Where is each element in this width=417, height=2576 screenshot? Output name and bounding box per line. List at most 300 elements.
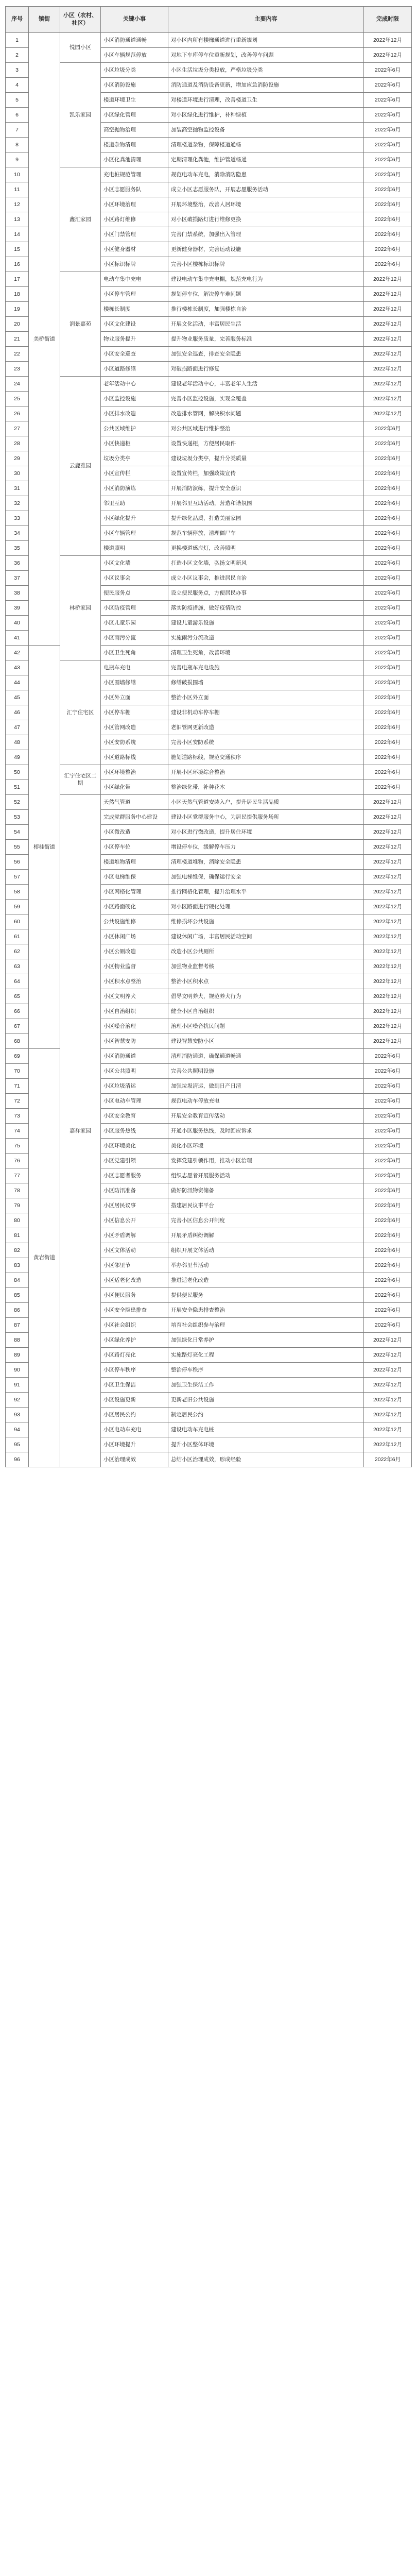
row-number: 32 [6,496,29,511]
row-number: 28 [6,436,29,451]
key-item-cell: 小区卫生死角 [101,645,168,660]
deadline-cell: 2022年6月 [364,750,412,765]
key-item-cell: 充电桩规范管理 [101,167,168,182]
community-cell: 润景嘉苑 [60,272,101,376]
content-cell: 开展邻里互助活动，营造和谐氛围 [168,496,364,511]
street-cell: 美桥街道 [29,32,60,645]
row-number: 36 [6,555,29,570]
content-cell: 开展小区环境综合整治 [168,765,364,779]
deadline-cell: 2022年12月 [364,1437,412,1452]
deadline-cell: 2022年12月 [364,376,412,391]
key-item-cell: 小区消防通道 [101,1048,168,1063]
deadline-cell: 2022年12月 [364,794,412,809]
deadline-cell: 2022年6月 [364,466,412,481]
deadline-cell: 2022年6月 [364,182,412,197]
content-cell: 规范电动车停放充电 [168,1093,364,1108]
key-item-cell: 小区道路修缮 [101,361,168,376]
key-item-cell: 小区党建引领 [101,1153,168,1168]
deadline-cell: 2022年12月 [364,391,412,406]
key-item-cell: 小区围墙修缮 [101,675,168,690]
content-cell: 开展文化活动，丰富居民生活 [168,316,364,331]
content-cell: 加强卫生保洁工作 [168,1377,364,1392]
row-number: 3 [6,62,29,77]
key-item-cell: 小区矛盾调解 [101,1228,168,1243]
key-item-cell: 楼栋长制度 [101,301,168,316]
row-number: 57 [6,869,29,884]
key-item-cell: 小区文化墙 [101,555,168,570]
deadline-cell: 2022年12月 [364,1392,412,1407]
deadline-cell: 2022年6月 [364,1213,412,1228]
table-header-row [6,7,412,33]
deadline-cell: 2022年12月 [364,869,412,884]
content-cell: 建设电动车集中充电棚，规范充电行为 [168,272,364,286]
row-number: 74 [6,1123,29,1138]
deadline-cell: 2022年6月 [364,92,412,107]
deadline-cell: 2022年6月 [364,765,412,779]
key-item-cell: 小区微改造 [101,824,168,839]
row-number: 17 [6,272,29,286]
content-cell: 规范电动车充电，消除消防隐患 [168,167,364,182]
row-number: 7 [6,122,29,137]
key-item-cell: 小区社会组织 [101,1317,168,1332]
key-item-cell: 小区议事会 [101,570,168,585]
row-number: 73 [6,1108,29,1123]
deadline-cell: 2022年6月 [364,436,412,451]
key-item-cell: 小区防汛准备 [101,1183,168,1198]
row-number: 75 [6,1138,29,1153]
key-item-cell: 小区路灯亮化 [101,1347,168,1362]
row-number: 59 [6,899,29,914]
row-number: 46 [6,705,29,720]
key-item-cell: 小区停车棚 [101,705,168,720]
content-cell: 完善小区安防系统 [168,735,364,750]
content-cell: 推行网格化管理，提升治理水平 [168,884,364,899]
content-cell: 增设停车位，缓解停车压力 [168,839,364,854]
row-number: 61 [6,929,29,944]
row-number: 11 [6,182,29,197]
deadline-cell: 2022年6月 [364,645,412,660]
community-cell: 凯乐家园 [60,62,101,167]
deadline-cell: 2022年6月 [364,720,412,735]
row-number: 65 [6,989,29,1004]
key-item-cell: 电瓶车充电 [101,660,168,675]
deadline-cell: 2022年6月 [364,107,412,122]
deadline-cell: 2022年6月 [364,1078,412,1093]
deadline-cell: 2022年6月 [364,481,412,496]
content-cell: 整治小区外立面 [168,690,364,705]
deadline-cell: 2022年6月 [364,257,412,272]
deadline-cell: 2022年12月 [364,1407,412,1422]
content-cell: 对楼道环境进行清理，改善楼道卫生 [168,92,364,107]
row-number: 68 [6,1033,29,1048]
content-cell: 建设垃圾分类亭，提升分类质量 [168,451,364,466]
content-cell: 建设小区党群服务中心，为居民提供服务场所 [168,809,364,824]
row-number: 25 [6,391,29,406]
key-item-cell: 小区电梯维保 [101,869,168,884]
row-number: 24 [6,376,29,391]
key-item-cell: 物业服务提升 [101,331,168,346]
row-number: 41 [6,630,29,645]
community-cell: 林桥家园 [60,555,101,660]
deadline-cell: 2022年12月 [364,1362,412,1377]
row-number: 18 [6,286,29,301]
key-item-cell: 小区道路标线 [101,750,168,765]
deadline-cell: 2022年6月 [364,570,412,585]
row-number: 76 [6,1153,29,1168]
deadline-cell: 2022年6月 [364,227,412,242]
content-cell: 完善电瓶车充电设施 [168,660,364,675]
key-item-cell: 小区消防设施 [101,77,168,92]
row-number: 77 [6,1168,29,1183]
key-item-cell: 电动车集中充电 [101,272,168,286]
row-number: 53 [6,809,29,824]
row-number: 9 [6,152,29,167]
key-item-cell: 小区服务热线 [101,1123,168,1138]
key-item-cell: 小区化粪池清理 [101,152,168,167]
row-number: 48 [6,735,29,750]
content-cell: 做好防汛物资储备 [168,1183,364,1198]
content-cell: 建设电动车充电桩 [168,1422,364,1437]
content-cell: 组织志愿者开展服务活动 [168,1168,364,1183]
row-number: 35 [6,540,29,555]
row-number: 92 [6,1392,29,1407]
deadline-cell: 2022年6月 [364,1153,412,1168]
key-item-cell: 小区休闲广场 [101,929,168,944]
deadline-cell: 2022年6月 [364,152,412,167]
content-cell: 美化小区环境 [168,1138,364,1153]
key-item-cell: 楼道照明 [101,540,168,555]
content-cell: 加强绿化日常养护 [168,1332,364,1347]
row-number: 56 [6,854,29,869]
deadline-cell: 2022年6月 [364,630,412,645]
row-number: 63 [6,959,29,974]
deadline-cell: 2022年6月 [364,197,412,212]
deadline-cell: 2022年6月 [364,779,412,794]
deadline-cell: 2022年12月 [364,1422,412,1437]
deadline-cell: 2022年6月 [364,1228,412,1243]
row-number: 70 [6,1063,29,1078]
row-number: 84 [6,1273,29,1287]
deadline-cell: 2022年6月 [364,1183,412,1198]
key-item-cell: 小区消防演练 [101,481,168,496]
row-number: 66 [6,1004,29,1019]
row-number: 71 [6,1078,29,1093]
content-cell: 对小区破损路灯进行维修更换 [168,212,364,227]
header-community: 小区（农村、社区） [60,7,101,33]
key-item-cell: 小区志愿者服务 [101,1168,168,1183]
key-item-cell: 小区路灯维修 [101,212,168,227]
key-item-cell: 小区垃圾分类 [101,62,168,77]
key-item-cell: 小区消防通道通畅 [101,32,168,47]
row-number: 42 [6,645,29,660]
deadline-cell: 2022年12月 [364,47,412,62]
deadline-cell: 2022年6月 [364,77,412,92]
street-cell: 榕桂街道 [29,645,60,1048]
row-number: 90 [6,1362,29,1377]
deadline-cell: 2022年6月 [364,600,412,615]
content-cell: 完善门禁系统，加强出入管理 [168,227,364,242]
content-cell: 推进适老化改造 [168,1273,364,1287]
content-cell: 修缮破损围墙 [168,675,364,690]
deadline-cell: 2022年6月 [364,526,412,540]
deadline-cell: 2022年12月 [364,1377,412,1392]
content-cell: 消防通道及消防设备更新，增加应急消防设施 [168,77,364,92]
deadline-cell: 2022年6月 [364,690,412,705]
deadline-cell: 2022年6月 [364,1123,412,1138]
header-content: 主要内容 [168,7,364,33]
street-cell: 黄岩街道 [29,1048,60,1467]
row-number: 50 [6,765,29,779]
deadline-cell: 2022年12月 [364,32,412,47]
key-item-cell: 小区设施更新 [101,1392,168,1407]
row-number: 12 [6,197,29,212]
row-number: 27 [6,421,29,436]
key-item-cell: 小区宣传栏 [101,466,168,481]
deadline-cell: 2022年12月 [364,1004,412,1019]
content-cell: 建设儿童游乐设施 [168,615,364,630]
project-table [5,6,412,1467]
deadline-cell: 2022年6月 [364,1302,412,1317]
row-number: 10 [6,167,29,182]
deadline-cell: 2022年6月 [364,735,412,750]
key-item-cell: 小区居民议事 [101,1198,168,1213]
content-cell: 完善小区楼栋标识标牌 [168,257,364,272]
content-cell: 加强安全巡查，排查安全隐患 [168,346,364,361]
row-number: 16 [6,257,29,272]
key-item-cell: 小区物业监督 [101,959,168,974]
key-item-cell: 小区志愿服务队 [101,182,168,197]
content-cell: 加强电梯维保，确保运行安全 [168,869,364,884]
content-cell: 倡导文明养犬，规范养犬行为 [168,989,364,1004]
deadline-cell: 2022年6月 [364,1287,412,1302]
row-number: 52 [6,794,29,809]
row-number: 13 [6,212,29,227]
community-cell: 汇宁住宅区二期 [60,765,101,794]
key-item-cell: 小区垃圾清运 [101,1078,168,1093]
key-item-cell: 小区儿童乐园 [101,615,168,630]
content-cell: 改造排水管网，解决积水问题 [168,406,364,421]
deadline-cell: 2022年6月 [364,1048,412,1063]
key-item-cell: 小区雨污分流 [101,630,168,645]
content-cell: 对公共区域进行维护整治 [168,421,364,436]
row-number: 80 [6,1213,29,1228]
deadline-cell: 2022年6月 [364,1093,412,1108]
deadline-cell: 2022年12月 [364,331,412,346]
key-item-cell: 邻里互助 [101,496,168,511]
row-number: 54 [6,824,29,839]
row-number: 58 [6,884,29,899]
row-number: 87 [6,1317,29,1332]
row-number: 93 [6,1407,29,1422]
key-item-cell: 小区文体活动 [101,1243,168,1258]
key-item-cell: 小区车辆规范停放 [101,47,168,62]
content-cell: 培育社会组织参与治理 [168,1317,364,1332]
deadline-cell: 2022年6月 [364,555,412,570]
row-number: 30 [6,466,29,481]
deadline-cell: 2022年6月 [364,1243,412,1258]
deadline-cell: 2022年6月 [364,212,412,227]
deadline-cell: 2022年12月 [364,944,412,959]
row-number: 1 [6,32,29,47]
deadline-cell: 2022年6月 [364,511,412,526]
content-cell: 规范车辆停放，清理僵尸车 [168,526,364,540]
key-item-cell: 小区绿化提升 [101,511,168,526]
key-item-cell: 小区居民公约 [101,1407,168,1422]
deadline-cell: 2022年6月 [364,1063,412,1078]
deadline-cell: 2022年12月 [364,914,412,929]
deadline-cell: 2022年12月 [364,272,412,286]
row-number: 69 [6,1048,29,1063]
row-number: 94 [6,1422,29,1437]
row-number: 26 [6,406,29,421]
row-number: 34 [6,526,29,540]
content-cell: 清理卫生死角，改善环境 [168,645,364,660]
content-cell: 开展消防演练，提升安全意识 [168,481,364,496]
row-number: 37 [6,570,29,585]
key-item-cell: 小区安防系统 [101,735,168,750]
key-item-cell: 小区排水改造 [101,406,168,421]
row-number: 38 [6,585,29,600]
key-item-cell: 楼道堆物清理 [101,854,168,869]
key-item-cell: 小区文明养犬 [101,989,168,1004]
row-number: 79 [6,1198,29,1213]
row-number: 2 [6,47,29,62]
content-cell: 提供便民服务 [168,1287,364,1302]
content-cell: 开通小区服务热线，及时回应诉求 [168,1123,364,1138]
key-item-cell: 老年活动中心 [101,376,168,391]
deadline-cell: 2022年12月 [364,286,412,301]
deadline-cell: 2022年6月 [364,1452,412,1467]
key-item-cell: 楼道环境卫生 [101,92,168,107]
row-number: 43 [6,660,29,675]
key-item-cell: 小区环境美化 [101,1138,168,1153]
key-item-cell: 小区卫生保洁 [101,1377,168,1392]
content-cell: 成立小区志愿服务队，开展志愿服务活动 [168,182,364,197]
content-cell: 建设老年活动中心，丰富老年人生活 [168,376,364,391]
content-cell: 小区天然气管道安装入户，提升居民生活品质 [168,794,364,809]
content-cell: 开展矛盾纠纷调解 [168,1228,364,1243]
deadline-cell: 2022年12月 [364,301,412,316]
deadline-cell: 2022年12月 [364,974,412,989]
deadline-cell: 2022年12月 [364,1019,412,1033]
content-cell: 更换楼道感应灯，改善照明 [168,540,364,555]
key-item-cell: 完成党群服务中心建设 [101,809,168,824]
deadline-cell: 2022年6月 [364,615,412,630]
key-item-cell: 小区停车位 [101,839,168,854]
content-cell: 推行楼栋长制度，加强楼栋自治 [168,301,364,316]
row-number: 95 [6,1437,29,1452]
key-item-cell: 小区绿化管理 [101,107,168,122]
deadline-cell: 2022年6月 [364,451,412,466]
deadline-cell: 2022年6月 [364,496,412,511]
row-number: 31 [6,481,29,496]
deadline-cell: 2022年12月 [364,884,412,899]
content-cell: 发挥党建引领作用，推动小区治理 [168,1153,364,1168]
table-body [6,32,412,1467]
key-item-cell: 小区外立面 [101,690,168,705]
row-number: 39 [6,600,29,615]
content-cell: 成立小区议事会，推进居民自治 [168,570,364,585]
content-cell: 建设非机动车停车棚 [168,705,364,720]
key-item-cell: 小区公共照明 [101,1063,168,1078]
deadline-cell: 2022年6月 [364,675,412,690]
row-number: 44 [6,675,29,690]
key-item-cell: 小区网格化管理 [101,884,168,899]
table-row [6,376,412,391]
content-cell: 整治小区积水点 [168,974,364,989]
row-number: 23 [6,361,29,376]
table-row [6,167,412,182]
key-item-cell: 小区适老化改造 [101,1273,168,1287]
deadline-cell: 2022年6月 [364,122,412,137]
content-cell: 总结小区治理成效，形成经验 [168,1452,364,1467]
content-cell: 完善小区信息公开制度 [168,1213,364,1228]
row-number: 85 [6,1287,29,1302]
row-number: 72 [6,1093,29,1108]
table-row [6,555,412,570]
deadline-cell: 2022年6月 [364,242,412,257]
key-item-cell: 小区绿化养护 [101,1332,168,1347]
content-cell: 搭建居民议事平台 [168,1198,364,1213]
content-cell: 建设智慧安防小区 [168,1033,364,1048]
content-cell: 加强物业监督考核 [168,959,364,974]
content-cell: 整治绿化带，补种花木 [168,779,364,794]
deadline-cell: 2022年12月 [364,929,412,944]
row-number: 8 [6,137,29,152]
row-number: 86 [6,1302,29,1317]
key-item-cell: 公共区域维护 [101,421,168,436]
content-cell: 对小区内所有楼梯通道进行重新规划 [168,32,364,47]
content-cell: 更新健身器材，完善运动设施 [168,242,364,257]
key-item-cell: 小区积水点整治 [101,974,168,989]
content-cell: 对小区进行微改造，提升居住环境 [168,824,364,839]
row-number: 89 [6,1347,29,1362]
content-cell: 建设休闲广场，丰富居民活动空间 [168,929,364,944]
content-cell: 定期清理化粪池，维护管道畅通 [168,152,364,167]
content-cell: 落实防疫措施，做好疫情防控 [168,600,364,615]
deadline-cell: 2022年12月 [364,1347,412,1362]
key-item-cell: 小区治理成效 [101,1452,168,1467]
deadline-cell: 2022年12月 [364,361,412,376]
row-number: 19 [6,301,29,316]
deadline-cell: 2022年12月 [364,1332,412,1347]
row-number: 49 [6,750,29,765]
key-item-cell: 小区路面硬化 [101,899,168,914]
key-item-cell: 小区文化建设 [101,316,168,331]
row-number: 22 [6,346,29,361]
key-item-cell: 垃圾分类亭 [101,451,168,466]
deadline-cell: 2022年12月 [364,316,412,331]
key-item-cell: 小区快递柜 [101,436,168,451]
key-item-cell: 小区车辆管理 [101,526,168,540]
row-number: 91 [6,1377,29,1392]
row-number: 55 [6,839,29,854]
table-row [6,32,412,47]
key-item-cell: 便民服务点 [101,585,168,600]
key-item-cell: 高空抛物治理 [101,122,168,137]
row-number: 67 [6,1019,29,1033]
deadline-cell: 2022年6月 [364,660,412,675]
key-item-cell: 小区监控设施 [101,391,168,406]
row-number: 88 [6,1332,29,1347]
content-cell: 规划停车位，解决停车难问题 [168,286,364,301]
deadline-cell: 2022年12月 [364,824,412,839]
community-cell: 悦园小区 [60,32,101,62]
deadline-cell: 2022年6月 [364,62,412,77]
content-cell: 提升绿化品质，打造美丽家园 [168,511,364,526]
deadline-cell: 2022年6月 [364,540,412,555]
row-number: 47 [6,720,29,735]
